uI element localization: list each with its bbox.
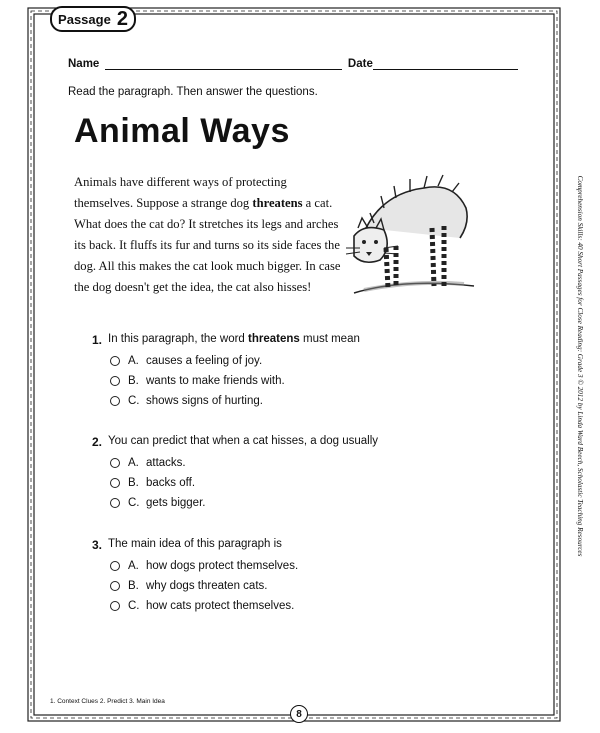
question-2-number: 2. [92,435,103,449]
option-letter: C. [128,497,140,509]
option-text: why dogs threaten cats. [146,580,268,592]
question-2-option-b[interactable] [110,477,378,489]
question-3 [92,538,298,612]
option-letter: A. [128,457,139,469]
passage-label: Passage [58,11,111,27]
question-2 [92,435,378,509]
date-label: Date [347,58,373,70]
option-letter: C. [128,600,140,612]
radio-circle-icon[interactable] [110,498,120,508]
question-1-option-c[interactable] [110,395,360,407]
passage-text-start: Animals have different ways of protecting themselves. Suppose a strange dog [74,175,287,210]
question-3-option-c[interactable] [110,600,298,612]
option-text: shows signs of hurting. [146,395,263,407]
name-date-row [68,58,518,70]
question-1-text [108,333,360,347]
question-1-text-end: must mean [299,333,360,345]
skills-footer: 1. Context Clues 2. Predict 3. Main Idea [50,698,165,705]
option-letter: B. [128,580,139,592]
question-1-number: 1. [92,333,103,347]
radio-circle-icon[interactable] [110,376,120,386]
passage-bold-word: threatens [252,196,303,210]
radio-circle-icon[interactable] [110,396,120,406]
question-3-number: 3. [92,538,103,552]
radio-circle-icon[interactable] [110,478,120,488]
instructions: Read the paragraph. Then answer the questions. [68,86,318,98]
question-1-stem [92,333,360,347]
question-3-option-b[interactable] [110,580,298,592]
question-1-option-b[interactable] [110,375,360,387]
option-letter: A. [128,560,139,572]
option-letter: B. [128,477,139,489]
radio-circle-icon[interactable] [110,356,120,366]
question-3-stem [92,538,298,552]
passage-tab [50,6,136,32]
radio-circle-icon[interactable] [110,601,120,611]
question-2-option-c[interactable] [110,497,378,509]
question-1-option-a[interactable] [110,355,360,367]
name-field[interactable] [105,59,342,70]
radio-circle-icon[interactable] [110,561,120,571]
option-text: wants to make friends with. [146,375,285,387]
page-title: Animal Ways [74,112,290,150]
option-text: causes a feeling of joy. [146,355,263,367]
option-text: how dogs protect themselves. [146,560,299,572]
date-field[interactable] [373,59,518,70]
name-label: Name [68,58,100,70]
question-2-option-a[interactable] [110,457,378,469]
question-3-text: The main idea of this paragraph is [108,538,282,550]
option-text: backs off. [146,477,196,489]
question-1-bold-word: threatens [248,333,300,345]
question-2-stem [92,435,378,449]
option-text: how cats protect themselves. [146,600,295,612]
option-text: gets bigger. [146,497,206,509]
cat-illustration [344,168,484,298]
radio-circle-icon[interactable] [110,581,120,591]
question-3-option-a[interactable] [110,560,298,572]
option-text: attacks. [146,457,186,469]
option-letter: B. [128,375,139,387]
side-credit: Comprehension Skills: 40 Short Passages for Close Reading: Grade 3 © 2012 by Linda Ward Beech, Scholastic Teaching Resources [576,175,584,557]
question-1 [92,333,360,407]
option-letter: A. [128,355,139,367]
passage-number: 2 [116,7,128,30]
radio-circle-icon[interactable] [110,458,120,468]
question-1-text-start: In this paragraph, the word [108,333,249,345]
reading-passage [74,172,344,298]
question-2-text: You can predict that when a cat hisses, a dog usually [108,435,379,447]
option-letter: C. [128,395,140,407]
page-number: 8 [290,705,308,723]
passage-text-end: a cat. What does the cat do? It stretches its legs and arches its back. It fluffs its fur and turns so its side faces the dog. All this makes the cat look much bigger. In case the dog doesn't get the idea, the cat also hisses! [74,196,341,294]
